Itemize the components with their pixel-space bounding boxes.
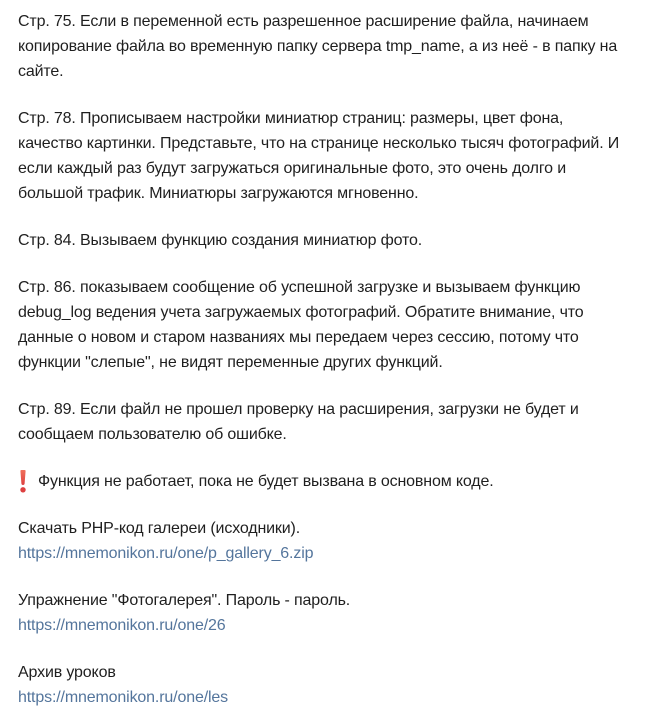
paragraph-str-86 bbox=[18, 275, 648, 375]
text-line: большой трафик. Миниатюры загружаются мгновенно. bbox=[18, 185, 419, 202]
warning-text: Функция не работает, пока не будет вызвана в основном коде. bbox=[38, 473, 494, 490]
download-sources-label: Скачать PHP-код галереи (исходники). bbox=[18, 520, 301, 537]
text-line: качество картинки. Представьте, что на странице несколько тысяч фотографий. И bbox=[18, 135, 620, 152]
text-line: данные о новом и старом названиях мы передаем через сессию, потому что bbox=[18, 329, 579, 346]
lessons-archive-label: Архив уроков bbox=[18, 664, 116, 681]
text-line: Стр. 75. Если в переменной есть разрешенное расширение файла, начинаем bbox=[18, 13, 589, 30]
text-line: сообщаем пользователю об ошибке. bbox=[18, 426, 287, 443]
text-line: debug_log ведения учета загружаемых фотографий. Обратите внимание, что bbox=[18, 304, 584, 321]
warning-note bbox=[18, 469, 648, 494]
text-line: сайте. bbox=[18, 63, 64, 80]
text-line: Стр. 89. Если файл не прошел проверку на расширения, загрузки не будет и bbox=[18, 401, 579, 418]
paragraph-str-78 bbox=[18, 106, 648, 206]
paragraph-str-89 bbox=[18, 397, 648, 447]
red-exclamation-icon bbox=[18, 470, 28, 493]
link-lessons-archive[interactable]: https://mnemonikon.ru/one/les bbox=[18, 689, 228, 706]
paragraph-str-75 bbox=[18, 9, 648, 84]
link-gallery-zip[interactable]: https://mnemonikon.ru/one/p_gallery_6.zip bbox=[18, 545, 314, 562]
text-line: если каждый раз будут загружаться оригинальные фото, это очень долго и bbox=[18, 160, 567, 177]
exercise-block bbox=[18, 588, 648, 638]
exercise-label: Упражнение "Фотогалерея". Пароль - пароль. bbox=[18, 592, 351, 609]
text-line: функции "слепые", не видят переменные других функций. bbox=[18, 354, 443, 371]
link-exercise[interactable]: https://mnemonikon.ru/one/26 bbox=[18, 617, 226, 634]
paragraph-str-84 bbox=[18, 228, 648, 253]
lessons-archive-block bbox=[18, 660, 648, 706]
text-line: Стр. 84. Вызываем функцию создания миниатюр фото. bbox=[18, 232, 423, 249]
text-line: Стр. 78. Прописываем настройки миниатюр страниц: размеры, цвет фона, bbox=[18, 110, 564, 127]
download-sources-block bbox=[18, 516, 648, 566]
text-line: копирование файла во временную папку сервера tmp_name, а из неё - в папку на bbox=[18, 38, 618, 55]
text-line: Стр. 86. показываем сообщение об успешной загрузке и вызываем функцию bbox=[18, 279, 581, 296]
